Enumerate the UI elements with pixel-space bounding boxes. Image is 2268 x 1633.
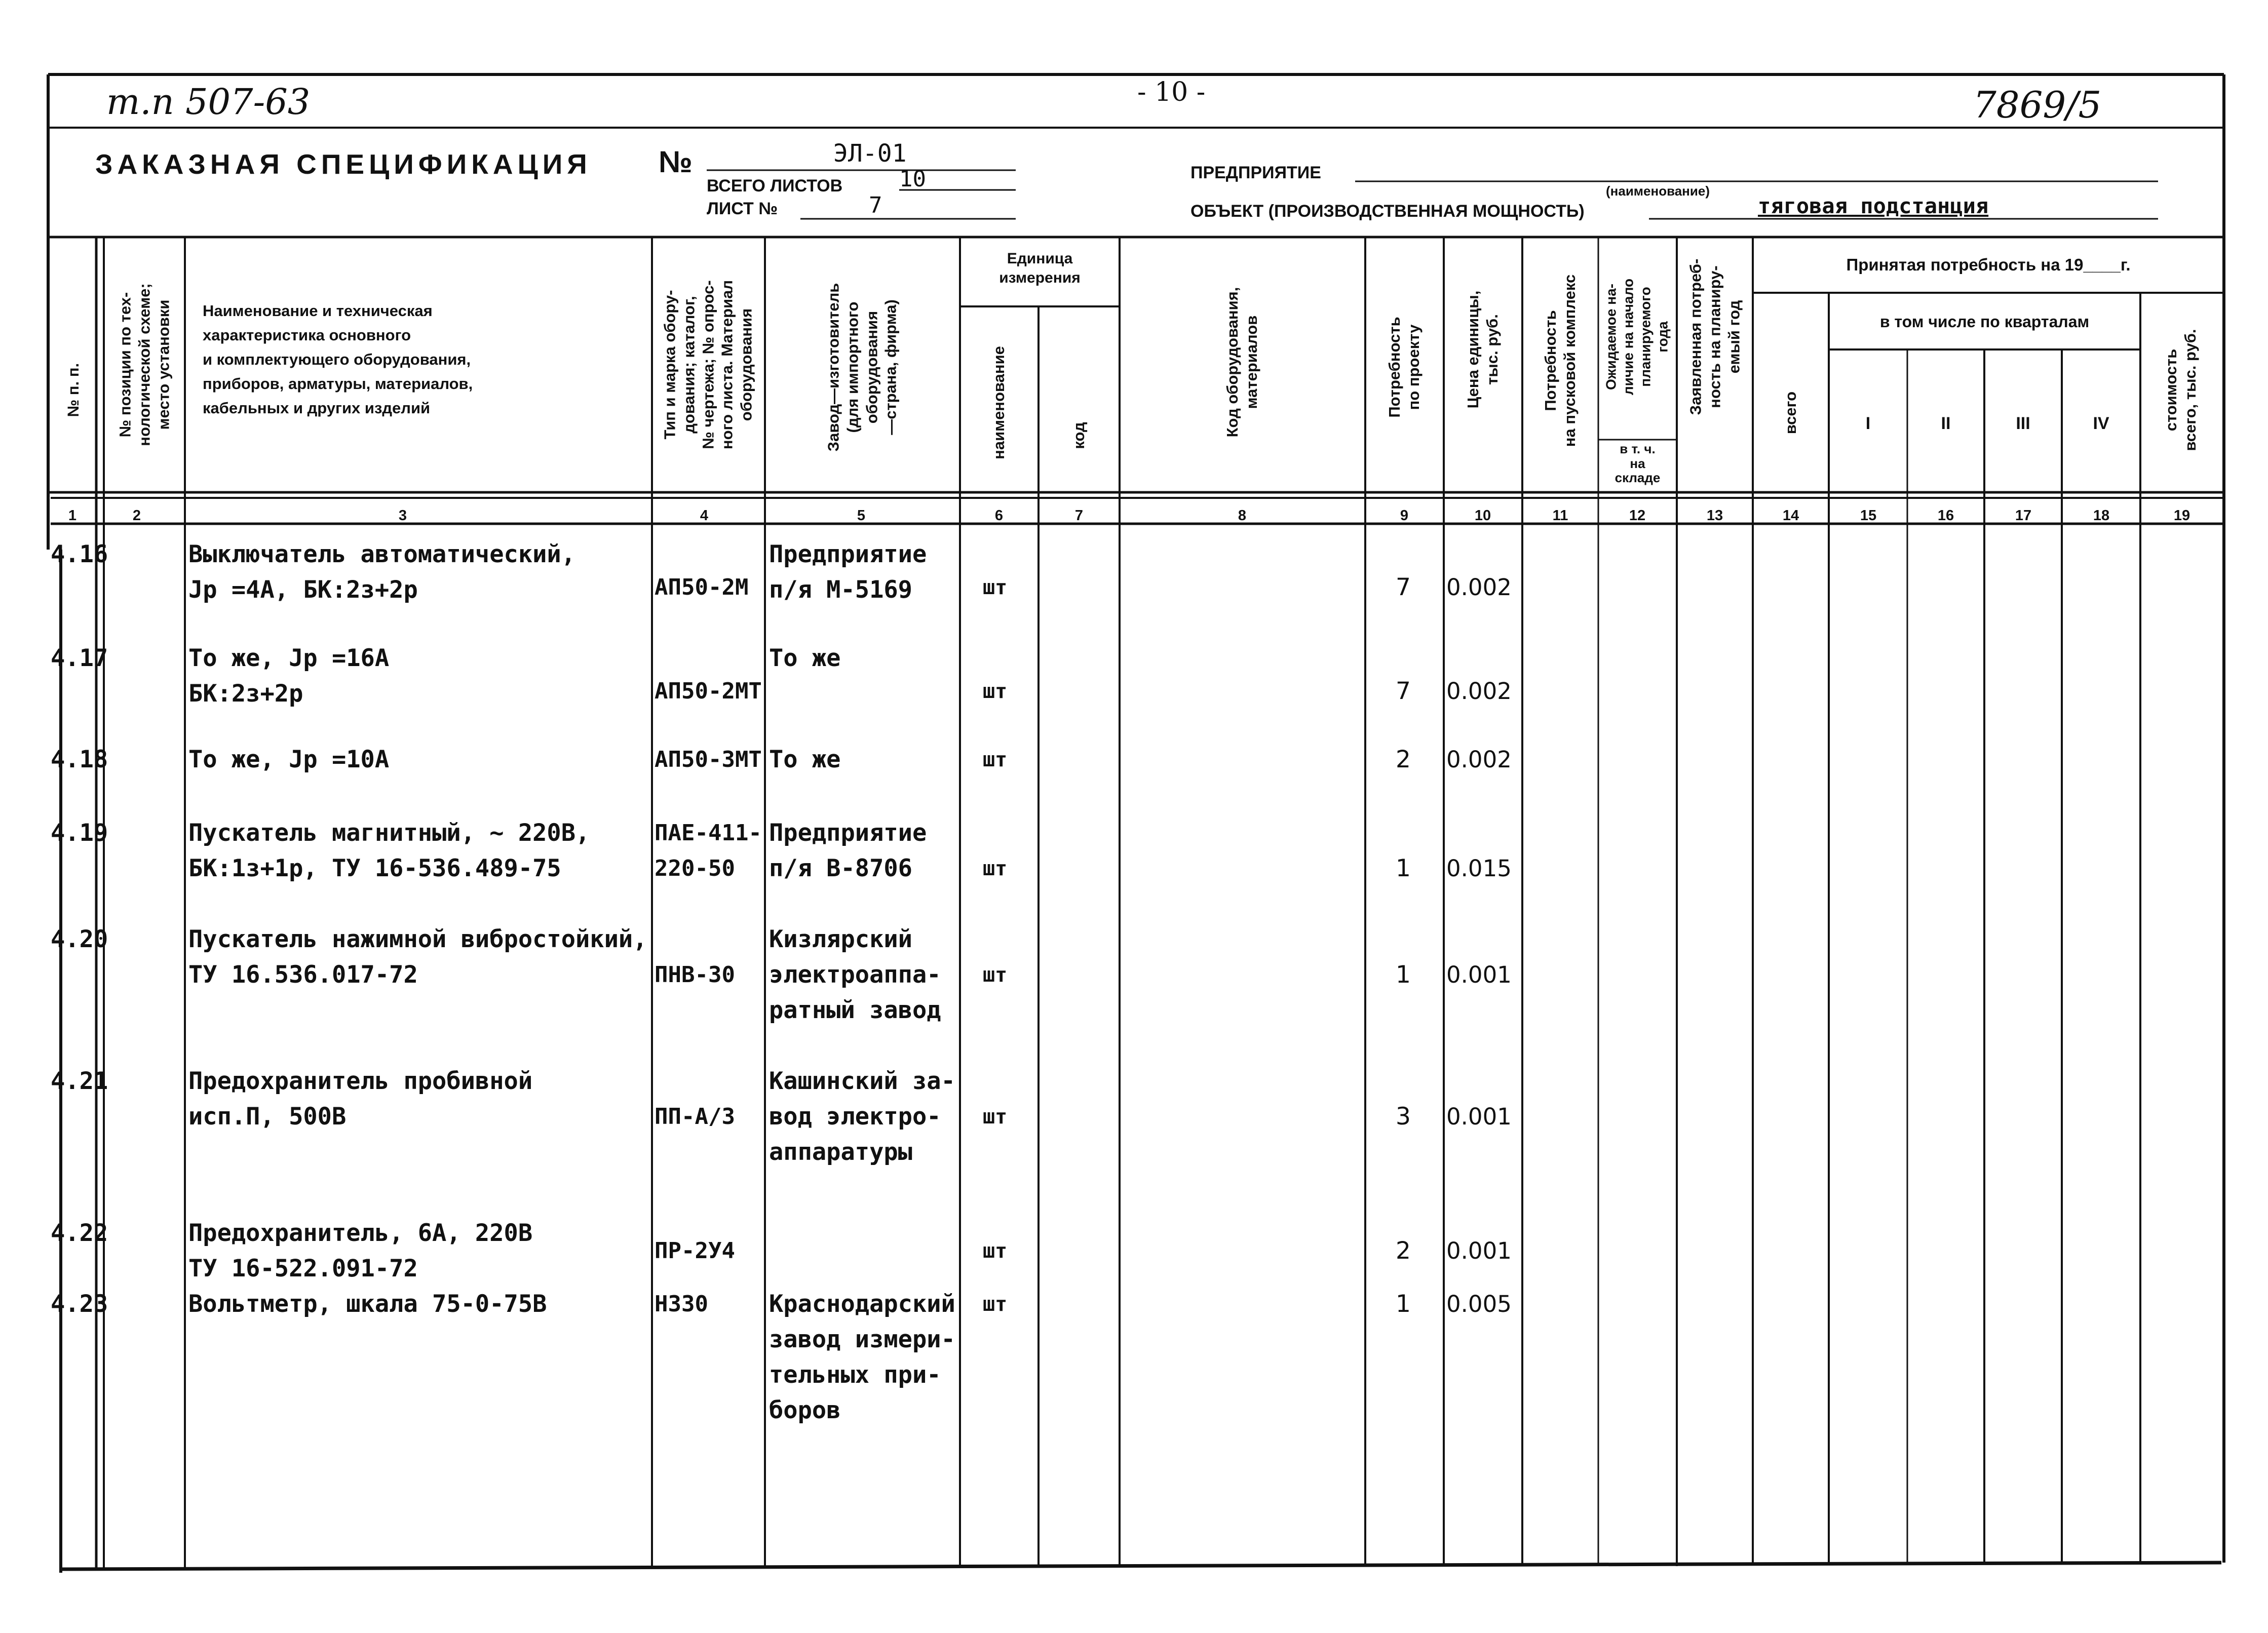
manufacturer-line: ратный завод [769, 996, 941, 1024]
archive-number: 7869/5 [1973, 84, 2102, 126]
item-name [188, 815, 590, 886]
row-number: 4.23 [51, 1290, 108, 1318]
item-name-line: Пускатель нажимной вибростойкий, [188, 925, 647, 953]
header-type: Тип и марка обору- дования; каталог, № чертежа; № опрос- ного листа. Материал оборудования [661, 280, 755, 450]
object-label: ОБЪЕКТ (ПРОИЗВОДСТВЕННАЯ МОЩНОСТЬ) [1190, 202, 1585, 221]
header-unit-group: Единица измерения [999, 250, 1081, 286]
row-number: 4.21 [51, 1067, 108, 1095]
header-expected-stock: Ожидаемое на- личие на начало планируемого года [1603, 278, 1671, 396]
item-type-line: АП50-2М [655, 574, 749, 600]
design-quantity: 7 [1396, 573, 1411, 601]
manufacturer-line: То же [769, 746, 841, 773]
column-number: 6 [994, 508, 1004, 524]
unit-name: шт [983, 576, 1008, 599]
item-name-line: БК:2з+2р [188, 680, 303, 708]
column-number: 9 [1400, 508, 1409, 524]
item-name-line: Выключатель автоматический, [188, 540, 576, 568]
item-type-line: ПП-А/3 [655, 1104, 735, 1130]
unit-price: 0.001 [1446, 961, 1512, 988]
header-position: № позиции по тех- нологической схеме; место установки [116, 283, 172, 446]
unit-name: шт [983, 857, 1008, 880]
header-q3: III [2016, 414, 2030, 433]
column-number: 16 [1937, 508, 1954, 524]
manufacturer-line: Кизлярский [769, 925, 912, 953]
item-type [655, 815, 762, 886]
column-number: 5 [857, 508, 866, 524]
unit-price: 0.002 [1446, 574, 1512, 601]
header-row-number: № п. п. [64, 363, 83, 417]
manufacturer-line: Предприятие [769, 540, 927, 568]
manufacturer [769, 1287, 955, 1428]
total-sheets-label: ВСЕГО ЛИСТОВ [707, 176, 843, 196]
column-number: 17 [2015, 508, 2032, 524]
item-type-line: Н330 [655, 1291, 708, 1317]
item-name [188, 742, 389, 777]
column-number: 15 [1860, 508, 1877, 524]
design-quantity: 2 [1396, 746, 1411, 773]
manufacturer-line: Краснодарский [769, 1290, 955, 1318]
row-number: 4.17 [51, 644, 108, 672]
unit-price: 0.005 [1446, 1291, 1512, 1317]
design-quantity: 1 [1396, 961, 1411, 989]
manufacturer-line: вод электро- [769, 1103, 941, 1131]
item-name-line: То же, Jр =10А [188, 746, 390, 773]
header-unit-code: код [1070, 422, 1088, 449]
column-number: 8 [1238, 508, 1247, 524]
column-number: 18 [2093, 508, 2110, 524]
design-quantity: 2 [1396, 1237, 1411, 1265]
enterprise-label: ПРЕДПРИЯТИЕ [1190, 163, 1321, 182]
item-name-line: Вольтметр, шкала 75-0-75В [188, 1290, 547, 1318]
manufacturer-line: То же [769, 644, 841, 672]
item-type-line: ПНВ-30 [655, 962, 735, 988]
item-name [188, 1216, 532, 1287]
number-label: № [659, 145, 693, 179]
item-name [188, 1287, 547, 1322]
drawing-code: т.п 507-63 [106, 81, 311, 123]
column-number: 3 [398, 508, 407, 524]
item-name [188, 641, 389, 712]
manufacturer [769, 641, 840, 676]
item-name-line: БК:1з+1р, ТУ 16-536.489-75 [188, 854, 561, 882]
manufacturer [769, 1064, 955, 1170]
item-name-line: ТУ 16-522.091-72 [188, 1255, 418, 1282]
row-number: 4.19 [51, 819, 108, 847]
column-number: 13 [1706, 508, 1723, 524]
design-quantity: 1 [1396, 1290, 1411, 1318]
header-name: Наименование и техническая характеристика основного и комплектующего оборудования, приборов, арматуры, материалов, кабельных и других изделий [203, 302, 473, 417]
unit-name: шт [983, 1239, 1008, 1263]
item-name-line: ТУ 16.536.017-72 [188, 961, 418, 989]
manufacturer-line: Предприятие [769, 819, 927, 847]
item-type [655, 1233, 735, 1269]
manufacturer [769, 742, 840, 777]
header-q1: I [1865, 414, 1871, 433]
item-type [655, 1287, 708, 1322]
manufacturer-line: Кашинский за- [769, 1067, 955, 1095]
row-number: 4.18 [51, 746, 108, 773]
column-number: 4 [700, 508, 709, 524]
design-quantity: 1 [1396, 854, 1411, 882]
spec-number: ЭЛ-01 [833, 139, 907, 168]
item-type [655, 1099, 735, 1135]
unit-price: 0.002 [1446, 746, 1512, 773]
design-quantity: 7 [1396, 677, 1411, 705]
header-declared-need: Заявленная потреб- ность на планиру- емый год [1686, 258, 1743, 415]
unit-price: 0.001 [1446, 1103, 1512, 1130]
item-name-line: Предохранитель пробивной [188, 1067, 533, 1095]
header-unit-price: Цена единицы, тыс. руб. [1464, 290, 1501, 409]
item-type [655, 957, 735, 993]
header-manufacturer: Завод—изготовитель (для импортного оборудования —страна, фирма) [824, 283, 900, 452]
manufacturer-line: завод измери- [769, 1326, 955, 1353]
unit-name: шт [983, 1293, 1008, 1316]
sheet-number-label: ЛИСТ № [707, 199, 778, 218]
column-number: 2 [132, 508, 141, 524]
sheet-number-value: 7 [869, 192, 882, 218]
item-type [655, 570, 748, 605]
unit-name: шт [983, 963, 1008, 987]
unit-name: шт [983, 680, 1008, 703]
item-type [655, 742, 762, 777]
column-number: 10 [1474, 508, 1491, 524]
row-number: 4.20 [51, 925, 108, 953]
column-number: 1 [68, 508, 77, 524]
manufacturer-line: тельных при- [769, 1361, 941, 1389]
object-value: тяговая подстанция [1758, 193, 1989, 218]
design-quantity: 3 [1396, 1103, 1411, 1131]
manufacturer-line: боров [769, 1396, 841, 1424]
column-number: 11 [1552, 508, 1568, 524]
header-design-need: Потребность по проекту [1386, 317, 1423, 418]
manufacturer-line: аппаратуры [769, 1138, 912, 1166]
manufacturer [769, 537, 927, 608]
header-equipment-code: Код оборудования, материалов [1223, 287, 1260, 438]
header-unit-name: наименование [990, 346, 1008, 459]
item-name-line: Пускатель магнитный, ~ 220В, [188, 819, 590, 847]
item-type-line: АП50-2МТ [655, 678, 762, 704]
manufacturer [769, 922, 941, 1028]
item-type-line: ПАЕ-411- [655, 820, 762, 846]
manufacturer-line: п/я В-8706 [769, 854, 912, 882]
header-startup-need: Потребность на пусковой комплекс [1542, 274, 1579, 447]
unit-name: шт [983, 748, 1008, 771]
header-cost: стоимость всего, тыс. руб. [2162, 329, 2199, 451]
header-accepted-need: Принятая потребность на 19____г. [1846, 255, 2131, 274]
item-name-line: Jр =4А, БК:2з+2р [188, 576, 418, 604]
column-number: 19 [2173, 508, 2190, 524]
page-number: - 10 - [1137, 77, 1206, 107]
header-quarters: в том числе по кварталам [1879, 313, 2090, 331]
item-name [188, 1064, 532, 1135]
manufacturer-line: п/я М-5169 [769, 576, 912, 604]
manufacturer-line: электроаппа- [769, 961, 941, 989]
column-number: 7 [1074, 508, 1084, 524]
row-number: 4.16 [51, 540, 108, 568]
item-name-line: То же, Jр =16А [188, 644, 390, 672]
header-in-warehouse: в т. ч. на складе [1614, 441, 1661, 486]
item-type-line: 220-50 [655, 856, 735, 881]
header-q2: II [1941, 414, 1951, 433]
column-number: 14 [1782, 508, 1799, 524]
item-type-line: ПР-2У4 [655, 1238, 735, 1264]
name-caption: (наименование) [1606, 183, 1710, 199]
total-sheets-value: 10 [899, 166, 926, 192]
form-title: ЗАКАЗНАЯ СПЕЦИФИКАЦИЯ [95, 148, 592, 180]
row-number: 4.22 [51, 1219, 108, 1247]
unit-name: шт [983, 1105, 1008, 1129]
item-name-line: Предохранитель, 6А, 220В [188, 1219, 533, 1247]
unit-price: 0.001 [1446, 1237, 1512, 1264]
unit-price: 0.015 [1446, 855, 1512, 882]
item-name [188, 537, 575, 608]
unit-price: 0.002 [1446, 678, 1512, 705]
manufacturer [769, 815, 927, 886]
item-name [188, 922, 647, 993]
item-name-line: исп.П, 500В [188, 1103, 347, 1131]
item-type-line: АП50-3МТ [655, 747, 762, 772]
column-number: 12 [1629, 508, 1646, 524]
header-q4: IV [2093, 414, 2109, 433]
header-total: всего [1782, 391, 1800, 435]
item-type [655, 674, 762, 709]
